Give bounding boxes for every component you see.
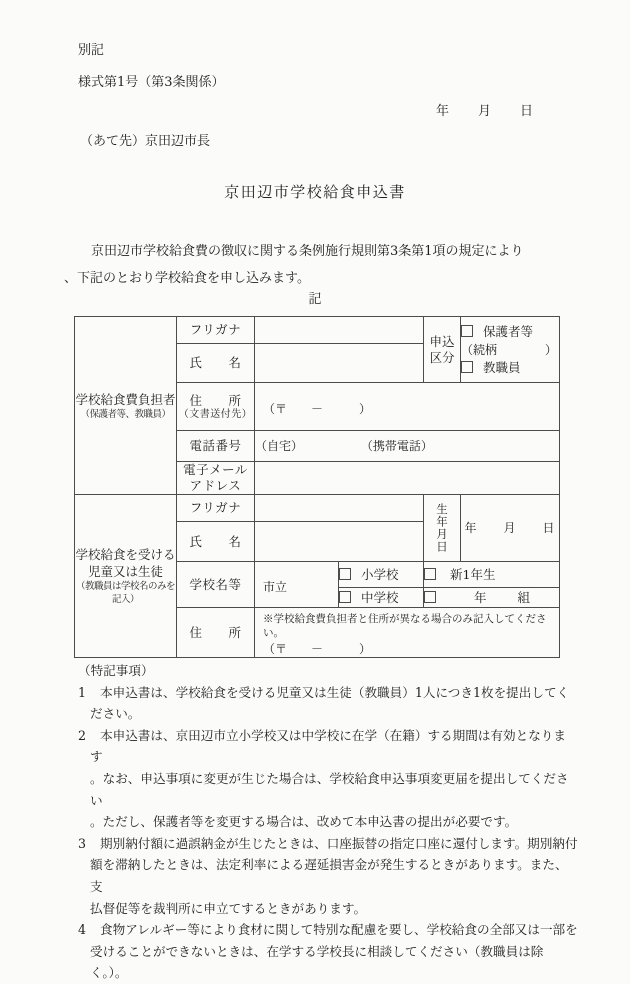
note-text: 本申込書は、京田辺市立小学校又は中学校に在学（在籍）する期間は有効となります 。なお、申込事項に変更が生じた場合は、学校給食申込事項変更届を提出してください 。ただし、保護者等を変更する場合は、改めて本申込書の提出が必要です。 [90,727,569,830]
student-header-note: （教職員は学校名のみを記入） [75,581,175,605]
payer-address-note: （文書送付先） [178,408,253,420]
payer-phone-label: 電話番号 [177,431,255,462]
page-title: 京田辺市学校給食申込書 [224,183,406,201]
staff-label: 教職員 [483,359,521,375]
checkbox-new-first-grader[interactable] [424,568,436,580]
new-first-grader-option[interactable] [424,562,560,588]
payer-phone-input-cell[interactable] [255,431,560,462]
note-item [78,919,578,984]
payer-email-label [177,462,255,495]
birthdate-label: 生年月日 [435,503,449,553]
checkbox-guardian[interactable] [461,325,473,337]
school-name-label: 学校名等 [177,562,255,608]
payer-address-label: 住 所 [189,392,242,408]
category-option-staff[interactable] [461,359,559,377]
ki-heading: 記 [308,292,322,307]
grade-class-option[interactable] [424,588,560,608]
payer-name-label: 氏 名 [177,344,255,383]
note-text: 期別納付額に過誤納金が生じたときは、口座振替の指定口座に還付します。期別納付 額を滞納したときは、法定利率による遅延損害金が発生するときがあります。また、支 払督促等を裁判所に申立てするときがあります。 [90,835,578,916]
checkbox-junior-high[interactable] [339,591,351,603]
elementary-label: 小学校 [361,566,399,582]
date-line: 年 月 日 [435,104,534,119]
checkbox-elementary[interactable] [339,568,351,580]
note-text: 本申込書は、学校給食を受ける児童又は生徒（教職員）1人につき1枚を提出してく ださい。 [90,684,570,722]
checkbox-staff[interactable] [461,361,473,373]
email-label-lines: 電子メール アドレス [183,462,248,493]
category-option-guardian[interactable] [461,323,559,341]
student-header-text: 学校給食を受ける 児童又は生徒 [75,547,176,579]
guardian-label: 保護者等 [483,323,534,339]
payer-postal-template: （〒 － ） [263,401,372,416]
payer-furigana-input-cell[interactable] [255,317,424,344]
notes-list [78,682,578,984]
relationship-field[interactable]: （続柄 ） [461,342,558,357]
special-notes [78,660,578,984]
grade-class-label: 年 組 [474,589,533,605]
elementary-option[interactable] [339,562,424,588]
note-number: 2 [78,727,87,743]
note-number: 1 [78,684,87,700]
phone-home-label: （自宅） [255,439,304,453]
student-address-label: 住 所 [177,608,255,658]
category-label-cell [424,317,461,383]
school-name-input-cell[interactable] [255,562,339,608]
student-furigana-label: フリガナ [177,495,255,522]
new-first-grader-label: 新1年生 [450,566,496,582]
phone-mobile-label: （携帯電話） [360,439,433,453]
student-furigana-input-cell[interactable] [255,495,424,522]
addressee: （あて先）京田辺市長 [80,134,211,149]
student-address-note: ※学校給食費負担者と住所が異なる場合のみ記入してください。 [263,613,547,639]
note-item [78,833,578,919]
category-options-cell [461,317,560,383]
payer-section-header [75,317,177,495]
payer-address-label-cell [177,383,255,431]
category-label: 申込 区分 [429,333,455,365]
payer-address-input-cell[interactable] [255,383,560,431]
payer-header-note: （保護者等、教職員） [80,408,171,420]
note-number: 3 [78,835,87,851]
intro-paragraph: 京田辺市学校給食費の徴収に関する条例施行規則第3条第1項の規定により 、下記のとおり学校給食を申し込みます。 [64,244,524,286]
form-number: 様式第1号（第3条関係） [78,75,225,90]
notes-heading: （特記事項） [78,663,154,678]
student-section-header [75,495,177,658]
payer-furigana-label: フリガナ [177,317,255,344]
junior-high-label: 中学校 [361,589,399,605]
payer-name-input-cell[interactable] [255,344,424,383]
birthdate-label-cell [424,495,461,562]
junior-high-option[interactable] [339,588,424,608]
student-address-input-cell[interactable] [255,608,560,658]
note-text: 食物アレルギー等により食材に関して特別な配慮を要し、学校給食の全部又は一部を 受けることができないときは、在学する学校長に相談してください（教職員は除く。）。 [90,922,578,981]
student-name-label: 氏 名 [177,522,255,562]
student-postal-template: （〒 － ） [263,642,372,656]
payer-header-text: 学校給食費負担者 [75,391,176,407]
student-name-input-cell[interactable] [255,522,424,562]
note-item [78,682,578,725]
application-table [74,316,560,658]
municipal-prefix: 市立 [263,579,288,594]
note-item [78,725,578,833]
note-number: 4 [78,922,87,938]
payer-email-input-cell[interactable] [255,462,560,495]
birthdate-input-cell[interactable]: 年 月 日 [461,495,560,562]
attachment-label: 別記 [78,43,105,58]
checkbox-grade-class[interactable] [424,591,436,603]
